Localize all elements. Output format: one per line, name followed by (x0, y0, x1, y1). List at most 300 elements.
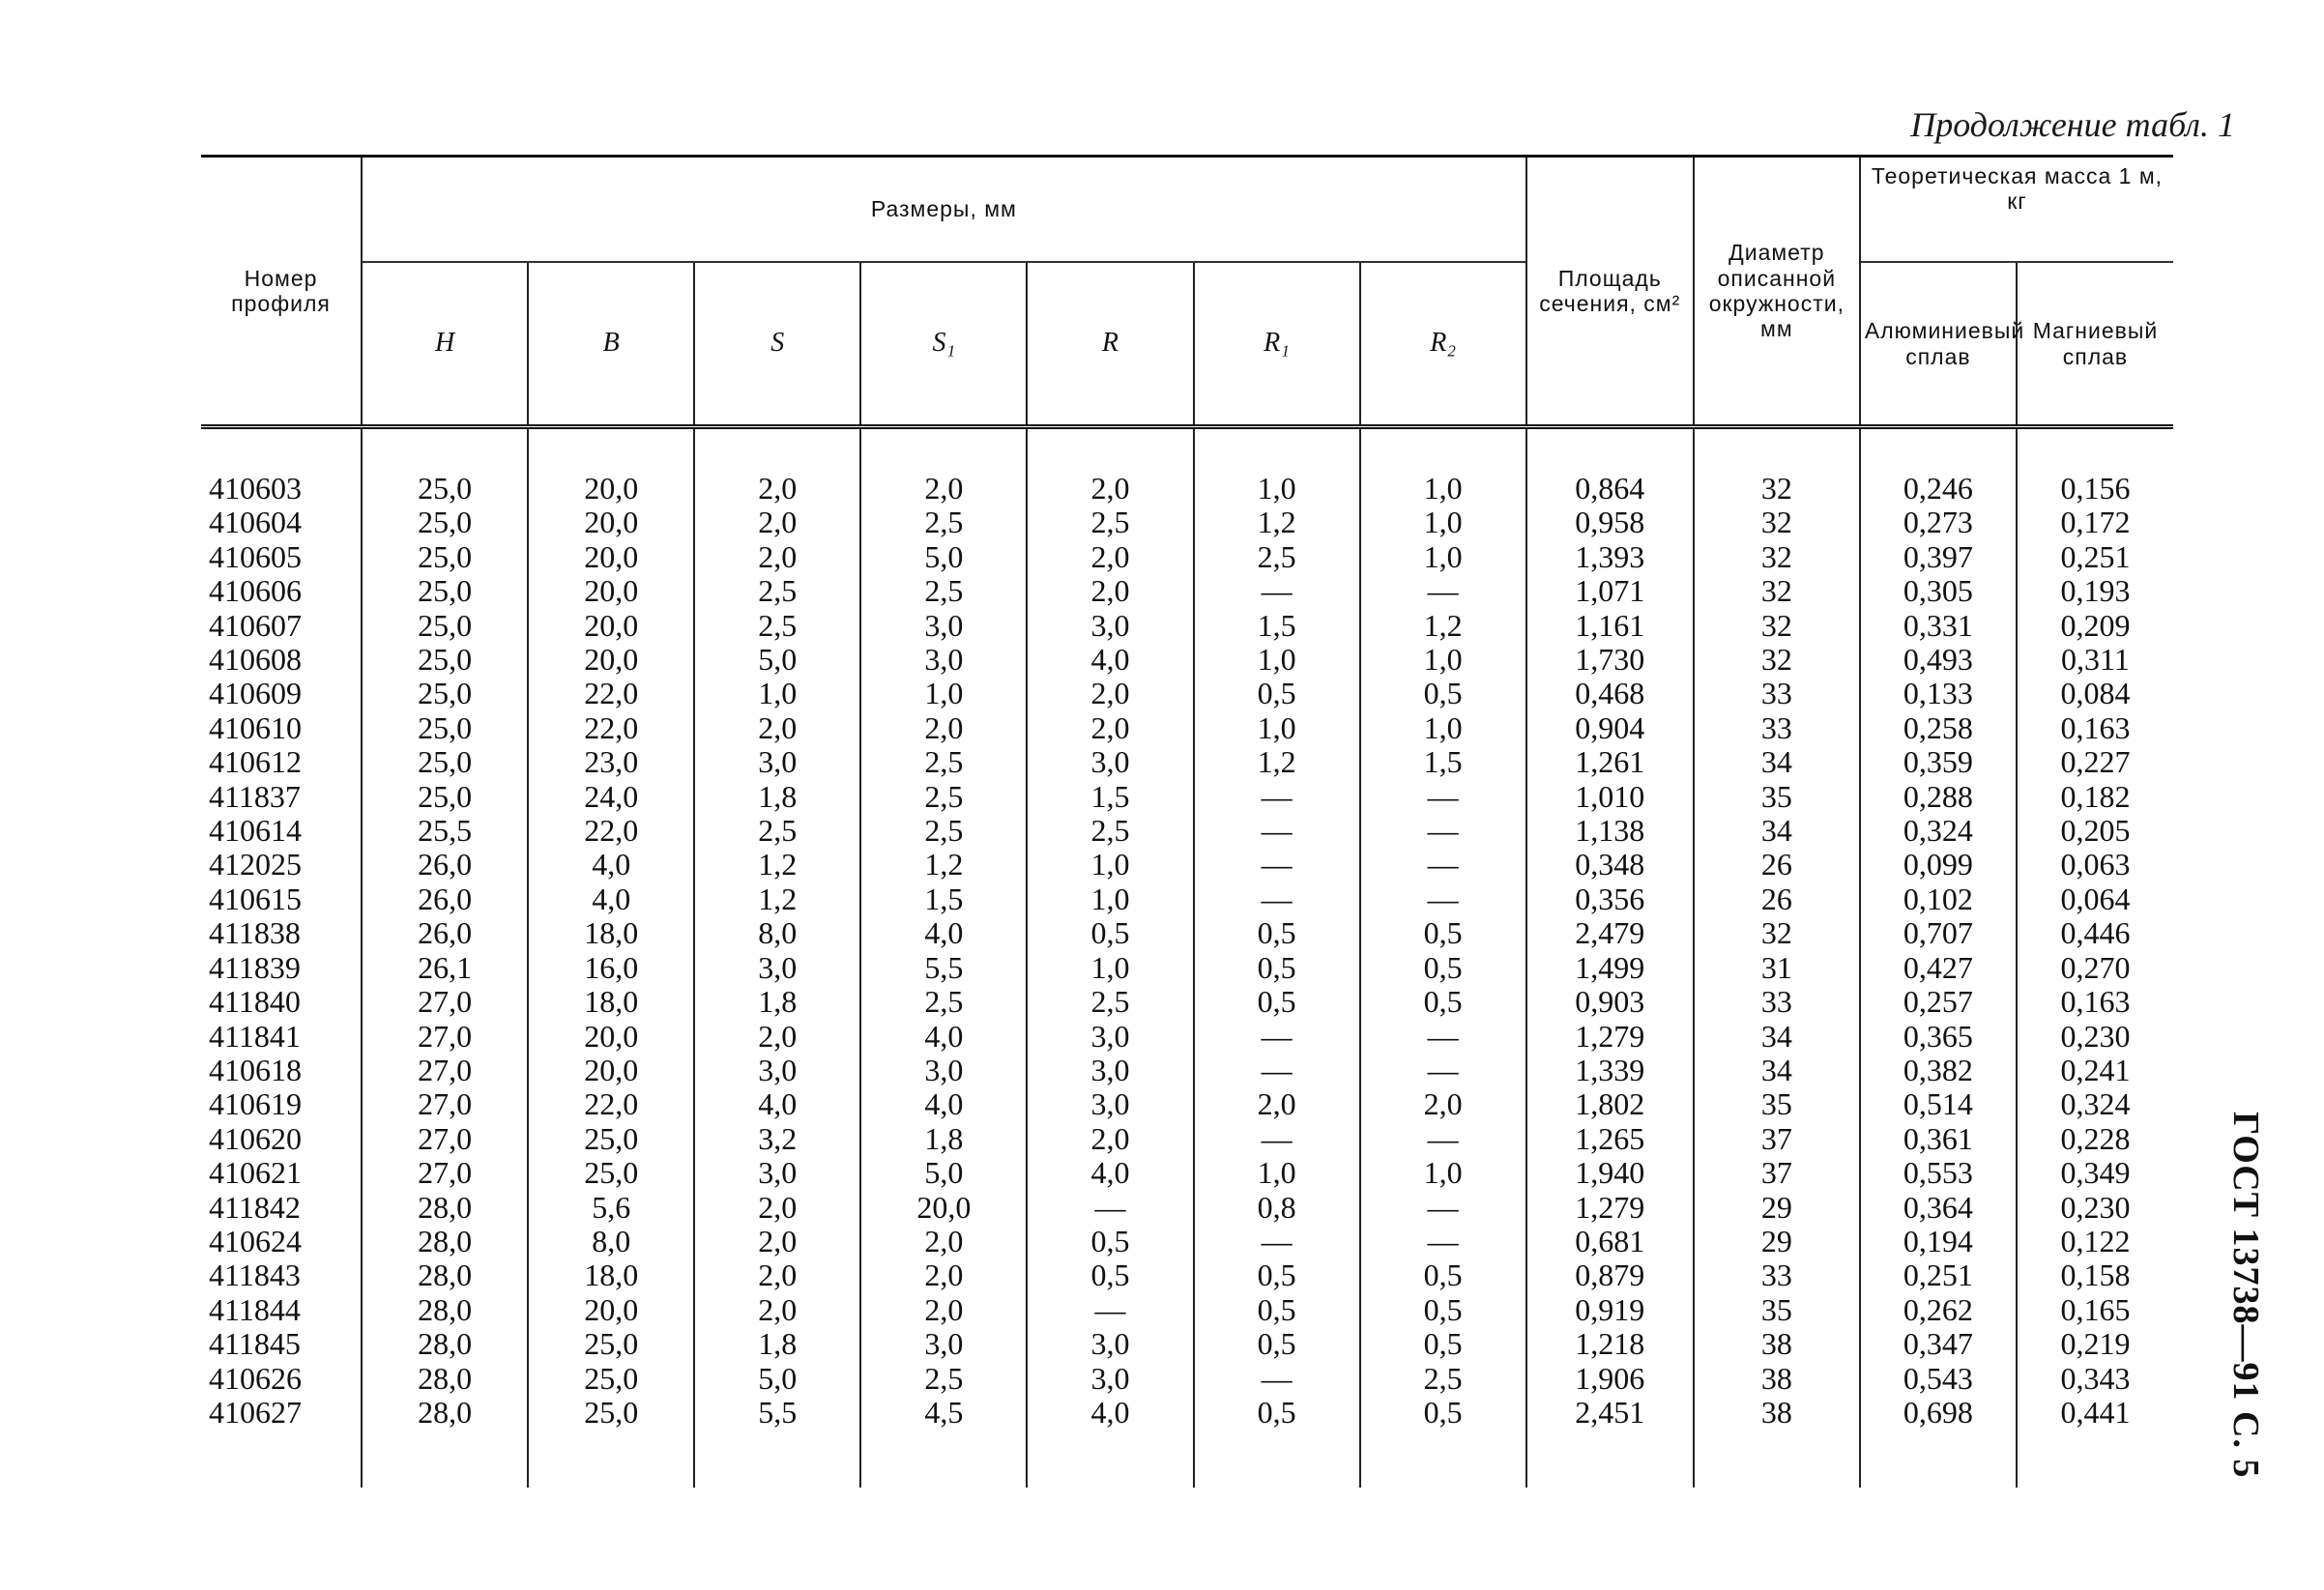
cell-h: 28,0 (362, 1293, 528, 1327)
cell-s1: 2,5 (860, 780, 1027, 814)
table-row (201, 1087, 2173, 1121)
cell-h: 25,0 (362, 745, 528, 779)
header-s: S (694, 262, 860, 427)
header-magnesium: Магниевый сплав (2017, 262, 2173, 427)
cell-aluminum-mass: 0,553 (1860, 1156, 2017, 1190)
cell-aluminum-mass: 0,364 (1860, 1191, 2017, 1225)
cell-r2: 1,0 (1360, 472, 1526, 506)
cell-b: 20,0 (528, 609, 694, 643)
cell-magnesium-mass: 0,219 (2017, 1327, 2173, 1361)
cell-r2: 1,0 (1360, 643, 1526, 677)
table-row (201, 882, 2173, 916)
cell-r2: — (1360, 1020, 1526, 1054)
cell-r: 3,0 (1027, 609, 1193, 643)
cell-diameter: 38 (1694, 1362, 1860, 1396)
cell-s1: 3,0 (860, 643, 1027, 677)
cell-h: 25,0 (362, 677, 528, 710)
cell-s: 1,8 (694, 1327, 860, 1361)
cell-r1: — (1194, 1054, 1360, 1087)
cell-profile-number: 411842 (209, 1189, 301, 1225)
spacer-cell (528, 1430, 694, 1488)
cell-diameter: 29 (1694, 1191, 1860, 1225)
cell-r1: 2,0 (1194, 1087, 1360, 1121)
cell-aluminum-mass: 0,288 (1860, 780, 2017, 814)
cell-r2: — (1360, 814, 1526, 848)
cell-b: 22,0 (528, 677, 694, 710)
cell-h: 27,0 (362, 1156, 528, 1190)
cell-r2: 0,5 (1360, 1327, 1526, 1361)
cell-diameter: 32 (1694, 609, 1860, 643)
cell-profile-number: 410606 (209, 573, 302, 609)
cell-aluminum-mass: 0,361 (1860, 1122, 2017, 1156)
cell-aluminum-mass: 0,698 (1860, 1396, 2017, 1430)
cell-area: 1,218 (1526, 1327, 1694, 1361)
cell-r: 2,5 (1027, 985, 1193, 1019)
cell-profile-number: 411845 (209, 1326, 301, 1362)
cell-area: 1,802 (1526, 1087, 1694, 1121)
cell-r2: 2,5 (1360, 1362, 1526, 1396)
cell-h: 27,0 (362, 1087, 528, 1121)
cell-h: 28,0 (362, 1327, 528, 1361)
cell-b: 25,0 (528, 1396, 694, 1430)
cell-s1: 2,0 (860, 711, 1027, 745)
cell-profile-number: 411840 (209, 984, 301, 1020)
cell-diameter: 32 (1694, 472, 1860, 506)
cell-profile-number: 411841 (209, 1018, 301, 1054)
cell-area: 1,261 (1526, 745, 1694, 779)
cell-h: 25,0 (362, 609, 528, 643)
spacer-cell (1360, 427, 1526, 473)
spacer-cell (201, 1430, 362, 1488)
cell-diameter: 33 (1694, 985, 1860, 1019)
cell-r: 3,0 (1027, 1087, 1193, 1121)
cell-magnesium-mass: 0,122 (2017, 1225, 2173, 1258)
cell-s: 4,0 (694, 1087, 860, 1121)
spacer-cell (1360, 1430, 1526, 1488)
cell-area: 0,681 (1526, 1225, 1694, 1258)
cell-diameter: 26 (1694, 848, 1860, 882)
cell-area: 1,499 (1526, 951, 1694, 985)
table-body (201, 427, 2173, 1489)
cell-profile-number: 410605 (209, 538, 302, 574)
cell-area: 0,904 (1526, 711, 1694, 745)
cell-profile-number: 411839 (209, 949, 301, 985)
cell-s1: 1,8 (860, 1122, 1027, 1156)
cell-h: 25,0 (362, 643, 528, 677)
cell-b: 20,0 (528, 506, 694, 539)
cell-r1: — (1194, 780, 1360, 814)
cell-h: 27,0 (362, 985, 528, 1019)
cell-area: 0,348 (1526, 848, 1694, 882)
cell-profile-number: 410624 (209, 1223, 302, 1258)
table-row (201, 1362, 2173, 1396)
cell-r: 4,0 (1027, 1396, 1193, 1430)
cell-profile-number: 410608 (209, 642, 302, 678)
cell-b: 8,0 (528, 1225, 694, 1258)
cell-magnesium-mass: 0,172 (2017, 506, 2173, 539)
cell-s1: 20,0 (860, 1191, 1027, 1225)
spacer-cell (860, 427, 1027, 473)
cell-r2: 1,0 (1360, 540, 1526, 574)
spacer-cell (1027, 1430, 1193, 1488)
cell-aluminum-mass: 0,324 (1860, 814, 2017, 848)
cell-r1: 0,5 (1194, 985, 1360, 1019)
cell-s: 1,2 (694, 882, 860, 916)
cell-magnesium-mass: 0,230 (2017, 1191, 2173, 1225)
table-row (201, 951, 2173, 985)
cell-r: 4,0 (1027, 643, 1193, 677)
cell-b: 20,0 (528, 1020, 694, 1054)
cell-area: 0,919 (1526, 1293, 1694, 1327)
cell-r2: 0,5 (1360, 1293, 1526, 1327)
cell-area: 1,265 (1526, 1122, 1694, 1156)
cell-r: 2,0 (1027, 677, 1193, 710)
cell-magnesium-mass: 0,228 (2017, 1122, 2173, 1156)
spacer-cell (1194, 427, 1360, 473)
cell-s: 1,8 (694, 780, 860, 814)
table-row (201, 677, 2173, 710)
cell-h: 25,0 (362, 711, 528, 745)
table-row (201, 1122, 2173, 1156)
cell-b: 18,0 (528, 916, 694, 950)
cell-s1: 3,0 (860, 1327, 1027, 1361)
cell-diameter: 34 (1694, 814, 1860, 848)
cell-r1: 0,5 (1194, 1293, 1360, 1327)
cell-r: 3,0 (1027, 1327, 1193, 1361)
table-row (201, 643, 2173, 677)
cell-s1: 1,5 (860, 882, 1027, 916)
spacer-cell (1860, 427, 2017, 473)
spacer-cell (2017, 1430, 2173, 1488)
cell-h: 28,0 (362, 1362, 528, 1396)
cell-profile-number: 410620 (209, 1120, 302, 1156)
cell-b: 25,0 (528, 1156, 694, 1190)
table-row (201, 1396, 2173, 1430)
cell-r2: 1,0 (1360, 711, 1526, 745)
cell-s: 2,5 (694, 814, 860, 848)
cell-r2: 1,5 (1360, 745, 1526, 779)
cell-r2: 0,5 (1360, 985, 1526, 1019)
cell-magnesium-mass: 0,311 (2017, 643, 2173, 677)
cell-b: 4,0 (528, 848, 694, 882)
table-row (201, 1191, 2173, 1225)
cell-s: 3,0 (694, 951, 860, 985)
cell-s1: 5,0 (860, 1156, 1027, 1190)
header-profile-number: Номер профиля (231, 265, 331, 316)
cell-s1: 4,0 (860, 916, 1027, 950)
cell-h: 26,0 (362, 882, 528, 916)
cell-r: 4,0 (1027, 1156, 1193, 1190)
table-header (201, 157, 2173, 427)
cell-s1: 3,0 (860, 609, 1027, 643)
cell-area: 0,903 (1526, 985, 1694, 1019)
cell-b: 20,0 (528, 643, 694, 677)
spacer-cell (1526, 1430, 1694, 1488)
cell-s1: 2,5 (860, 985, 1027, 1019)
cell-aluminum-mass: 0,707 (1860, 916, 2017, 950)
cell-s1: 5,5 (860, 951, 1027, 985)
cell-magnesium-mass: 0,158 (2017, 1258, 2173, 1292)
cell-h: 27,0 (362, 1020, 528, 1054)
cell-r2: — (1360, 780, 1526, 814)
cell-s: 2,5 (694, 574, 860, 608)
cell-magnesium-mass: 0,165 (2017, 1293, 2173, 1327)
cell-aluminum-mass: 0,382 (1860, 1054, 2017, 1087)
cell-aluminum-mass: 0,194 (1860, 1225, 2017, 1258)
cell-r2: 0,5 (1360, 916, 1526, 950)
cell-r: 0,5 (1027, 1258, 1193, 1292)
cell-s1: 1,2 (860, 848, 1027, 882)
cell-r1: 1,0 (1194, 1156, 1360, 1190)
cell-s: 2,5 (694, 609, 860, 643)
cell-r: 2,0 (1027, 540, 1193, 574)
cell-b: 5,6 (528, 1191, 694, 1225)
cell-profile-number: 410618 (209, 1052, 302, 1087)
cell-r: 1,5 (1027, 780, 1193, 814)
cell-h: 25,0 (362, 574, 528, 608)
cell-s: 2,0 (694, 472, 860, 506)
cell-r: 1,0 (1027, 951, 1193, 985)
cell-magnesium-mass: 0,441 (2017, 1396, 2173, 1430)
cell-s: 2,0 (694, 1191, 860, 1225)
cell-r: 3,0 (1027, 745, 1193, 779)
cell-h: 26,0 (362, 916, 528, 950)
header-r: R (1027, 262, 1193, 427)
spacer-cell (1694, 1430, 1860, 1488)
cell-b: 25,0 (528, 1362, 694, 1396)
cell-s1: 2,0 (860, 472, 1027, 506)
cell-r1: 0,5 (1194, 1327, 1360, 1361)
spacer-cell (528, 427, 694, 473)
cell-r1: 1,2 (1194, 745, 1360, 779)
cell-diameter: 37 (1694, 1122, 1860, 1156)
cell-r: — (1027, 1191, 1193, 1225)
cell-s: 3,0 (694, 1156, 860, 1190)
cell-h: 26,1 (362, 951, 528, 985)
cell-area: 1,730 (1526, 643, 1694, 677)
cell-magnesium-mass: 0,349 (2017, 1156, 2173, 1190)
table-row (201, 814, 2173, 848)
cell-profile-number: 410609 (209, 676, 302, 711)
cell-b: 20,0 (528, 1054, 694, 1087)
table-row (201, 1054, 2173, 1087)
cell-aluminum-mass: 0,273 (1860, 506, 2017, 539)
cell-aluminum-mass: 0,493 (1860, 643, 2017, 677)
cell-h: 26,0 (362, 848, 528, 882)
table-row (201, 540, 2173, 574)
cell-r1: 1,0 (1194, 643, 1360, 677)
spacer-cell (1027, 427, 1193, 473)
cell-b: 4,0 (528, 882, 694, 916)
cell-r1: 1,0 (1194, 472, 1360, 506)
cell-b: 24,0 (528, 780, 694, 814)
cell-aluminum-mass: 0,365 (1860, 1020, 2017, 1054)
cell-h: 27,0 (362, 1054, 528, 1087)
header-dimensions-group: Размеры, мм (362, 157, 1526, 263)
cell-s: 3,0 (694, 745, 860, 779)
cell-aluminum-mass: 0,397 (1860, 540, 2017, 574)
cell-h: 27,0 (362, 1122, 528, 1156)
cell-profile-number: 410612 (209, 744, 302, 780)
cell-diameter: 31 (1694, 951, 1860, 985)
cell-area: 0,356 (1526, 882, 1694, 916)
table-spacer-row (201, 427, 2173, 473)
table-row (201, 1258, 2173, 1292)
cell-s: 2,0 (694, 540, 860, 574)
cell-s1: 2,5 (860, 814, 1027, 848)
cell-area: 1,393 (1526, 540, 1694, 574)
cell-aluminum-mass: 0,359 (1860, 745, 2017, 779)
cell-s: 5,0 (694, 1362, 860, 1396)
cell-diameter: 35 (1694, 1087, 1860, 1121)
cell-area: 1,906 (1526, 1362, 1694, 1396)
table-row (201, 745, 2173, 779)
cell-area: 1,010 (1526, 780, 1694, 814)
cell-profile-number: 410614 (209, 813, 302, 849)
cell-r2: — (1360, 882, 1526, 916)
cell-s1: 2,5 (860, 574, 1027, 608)
table-row (201, 609, 2173, 643)
spacer-cell (694, 1430, 860, 1488)
cell-r1: 0,5 (1194, 677, 1360, 710)
cell-h: 28,0 (362, 1396, 528, 1430)
cell-diameter: 33 (1694, 677, 1860, 710)
cell-magnesium-mass: 0,084 (2017, 677, 2173, 710)
spacer-cell (1194, 1430, 1360, 1488)
cell-diameter: 35 (1694, 780, 1860, 814)
cell-s1: 2,5 (860, 506, 1027, 539)
cell-magnesium-mass: 0,163 (2017, 985, 2173, 1019)
header-s1: S₁ (860, 262, 1027, 427)
cell-r: 3,0 (1027, 1362, 1193, 1396)
cell-magnesium-mass: 0,343 (2017, 1362, 2173, 1396)
cell-area: 1,279 (1526, 1191, 1694, 1225)
cell-r: 1,0 (1027, 848, 1193, 882)
cell-s1: 2,5 (860, 745, 1027, 779)
cell-magnesium-mass: 0,182 (2017, 780, 2173, 814)
cell-b: 18,0 (528, 985, 694, 1019)
cell-area: 1,161 (1526, 609, 1694, 643)
cell-r1: 2,5 (1194, 540, 1360, 574)
cell-s1: 4,0 (860, 1020, 1027, 1054)
header-diameter: Диаметр описанной окружности, мм (1694, 157, 1860, 427)
cell-diameter: 32 (1694, 540, 1860, 574)
spacer-cell (694, 427, 860, 473)
cell-r1: 1,0 (1194, 711, 1360, 745)
cell-h: 25,5 (362, 814, 528, 848)
header-mass-group: Теоретическая масса 1 м, кг (1860, 157, 2173, 263)
cell-s: 2,0 (694, 506, 860, 539)
cell-r2: — (1360, 1122, 1526, 1156)
cell-b: 20,0 (528, 472, 694, 506)
cell-s: 2,0 (694, 1020, 860, 1054)
document-standard-code: ГОСТ 13738—91 С. 5 (2225, 1112, 2266, 1479)
cell-diameter: 33 (1694, 1258, 1860, 1292)
cell-area: 1,940 (1526, 1156, 1694, 1190)
spacer-cell (362, 1430, 528, 1488)
cell-area: 2,451 (1526, 1396, 1694, 1430)
cell-profile-number: 410626 (209, 1360, 302, 1396)
header-area: Площадь сечения, см² (1526, 157, 1694, 427)
cell-r: 3,0 (1027, 1020, 1193, 1054)
cell-r1: 1,5 (1194, 609, 1360, 643)
cell-r1: — (1194, 1122, 1360, 1156)
cell-magnesium-mass: 0,064 (2017, 882, 2173, 916)
cell-profile-number: 410627 (209, 1394, 302, 1430)
cell-b: 22,0 (528, 1087, 694, 1121)
cell-s: 5,5 (694, 1396, 860, 1430)
cell-s1: 1,0 (860, 677, 1027, 710)
cell-aluminum-mass: 0,251 (1860, 1258, 2017, 1292)
table-row (201, 574, 2173, 608)
cell-r1: — (1194, 1225, 1360, 1258)
cell-magnesium-mass: 0,270 (2017, 951, 2173, 985)
cell-magnesium-mass: 0,193 (2017, 574, 2173, 608)
cell-r1: 1,2 (1194, 506, 1360, 539)
cell-r2: 1,0 (1360, 506, 1526, 539)
cell-s1: 2,0 (860, 1258, 1027, 1292)
cell-aluminum-mass: 0,347 (1860, 1327, 2017, 1361)
cell-magnesium-mass: 0,209 (2017, 609, 2173, 643)
cell-h: 25,0 (362, 540, 528, 574)
cell-area: 0,468 (1526, 677, 1694, 710)
cell-profile-number: 411844 (209, 1291, 301, 1327)
cell-aluminum-mass: 0,543 (1860, 1362, 2017, 1396)
cell-s: 1,8 (694, 985, 860, 1019)
table-row (201, 711, 2173, 745)
cell-profile-number: 411837 (209, 778, 301, 814)
cell-magnesium-mass: 0,163 (2017, 711, 2173, 745)
cell-h: 28,0 (362, 1191, 528, 1225)
cell-profile-number: 411843 (209, 1258, 301, 1293)
cell-magnesium-mass: 0,446 (2017, 916, 2173, 950)
cell-s: 2,0 (694, 1225, 860, 1258)
cell-diameter: 34 (1694, 1054, 1860, 1087)
cell-r2: 2,0 (1360, 1087, 1526, 1121)
cell-r1: 0,5 (1194, 1258, 1360, 1292)
spacer-cell (362, 427, 528, 473)
cell-magnesium-mass: 0,156 (2017, 472, 2173, 506)
cell-r2: 0,5 (1360, 951, 1526, 985)
spacer-cell (1694, 427, 1860, 473)
cell-profile-number: 410615 (209, 881, 302, 916)
cell-b: 20,0 (528, 540, 694, 574)
spacer-cell (1860, 1430, 2017, 1488)
cell-diameter: 37 (1694, 1156, 1860, 1190)
cell-r2: 0,5 (1360, 677, 1526, 710)
cell-profile-number: 410610 (209, 709, 302, 745)
cell-r2: — (1360, 574, 1526, 608)
cell-h: 25,0 (362, 472, 528, 506)
table-row (201, 1225, 2173, 1258)
header-b: B (528, 262, 694, 427)
cell-s1: 2,0 (860, 1225, 1027, 1258)
cell-diameter: 34 (1694, 745, 1860, 779)
cell-r: 1,0 (1027, 882, 1193, 916)
cell-h: 28,0 (362, 1225, 528, 1258)
cell-b: 25,0 (528, 1122, 694, 1156)
cell-aluminum-mass: 0,102 (1860, 882, 2017, 916)
cell-r2: 1,0 (1360, 1156, 1526, 1190)
cell-aluminum-mass: 0,099 (1860, 848, 2017, 882)
cell-b: 25,0 (528, 1327, 694, 1361)
table-row (201, 780, 2173, 814)
cell-area: 0,864 (1526, 472, 1694, 506)
cell-s1: 4,5 (860, 1396, 1027, 1430)
table-row (201, 1327, 2173, 1361)
cell-diameter: 38 (1694, 1327, 1860, 1361)
profiles-table (201, 155, 2173, 1488)
